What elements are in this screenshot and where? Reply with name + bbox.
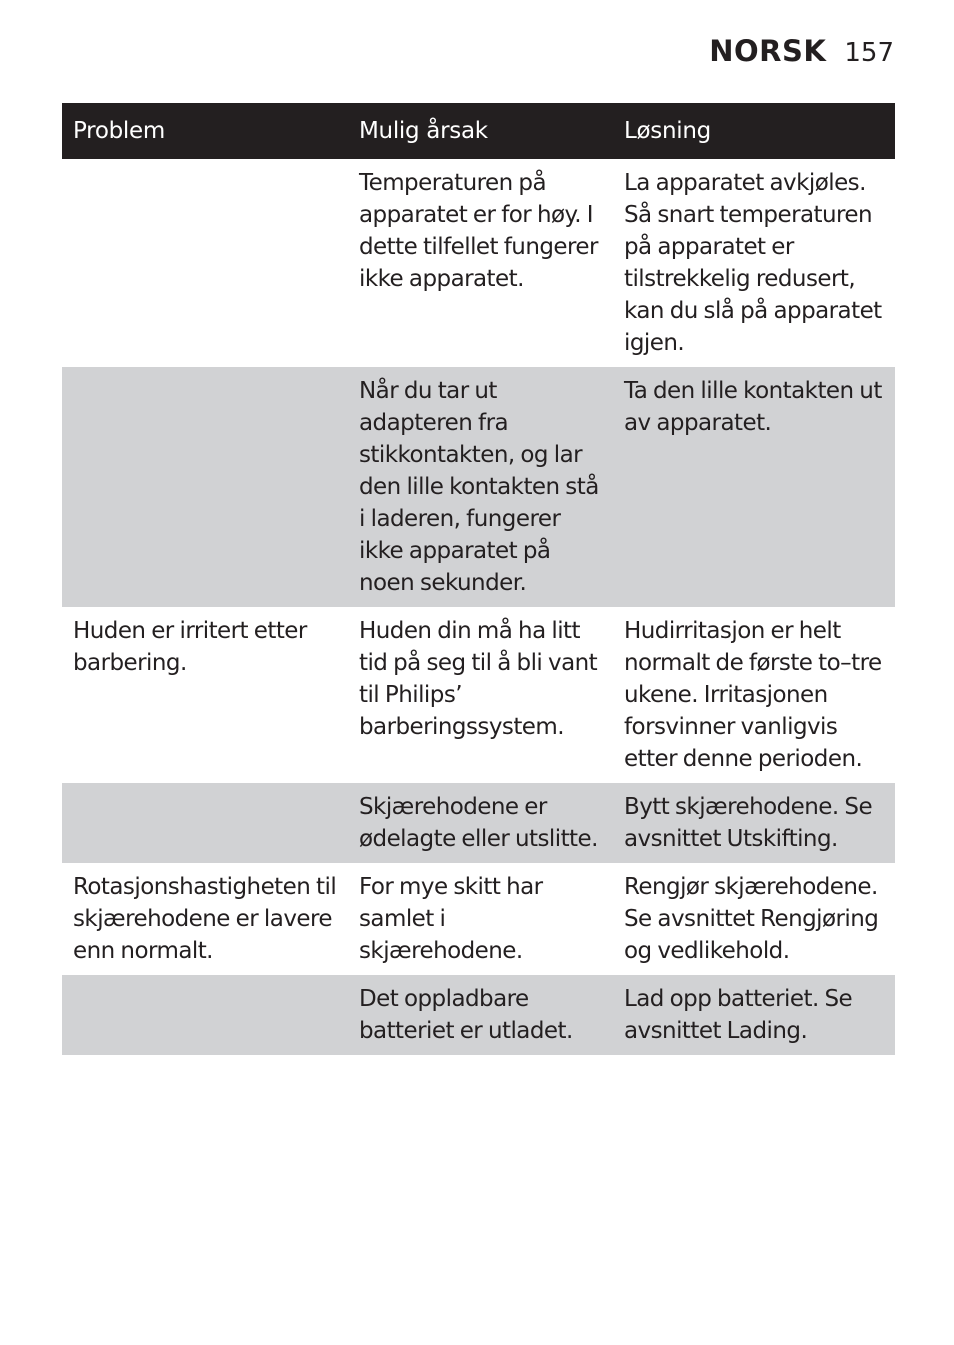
- table-row: [62, 367, 895, 607]
- problem-cell: [62, 367, 347, 607]
- cause-cell: Det oppladbare batteriet er utladet.: [347, 975, 613, 1055]
- column-header-problem: Problem: [62, 103, 347, 159]
- cause-cell: Når du tar ut adapteren fra stikkontakten, og lar den lille kontakten stå i laderen, fungerer ikke apparatet på noen sekunder.: [347, 367, 613, 607]
- problem-cell: [62, 975, 347, 1055]
- problem-cell: [62, 783, 347, 863]
- problem-cell: [62, 159, 347, 367]
- column-header-cause: Mulig årsak: [347, 103, 613, 159]
- table-row: [62, 863, 895, 975]
- table-row: [62, 607, 895, 783]
- solution-cell: Rengjør skjærehodene. Se avsnittet Rengjøring og vedlikehold.: [624, 874, 879, 964]
- cause-cell: Skjærehodene er ødelagte eller utslitte.: [347, 783, 613, 863]
- solution-cell: Bytt skjærehodene. Se avsnittet Utskifting.: [613, 783, 895, 863]
- solution-cell: Ta den lille kontakten ut av apparatet.: [613, 367, 895, 607]
- table-header-row: [62, 103, 895, 159]
- page-number: 157: [844, 38, 894, 68]
- table-row: [62, 783, 895, 863]
- solution-cell: Lad opp batteriet. Se avsnittet Lading.: [613, 975, 895, 1055]
- problem-cell: Rotasjonshastigheten til skjærehodene er lavere enn normalt.: [73, 874, 337, 964]
- page-header: [709, 34, 894, 68]
- cause-cell: For mye skitt har samlet i skjærehodene.: [359, 874, 543, 964]
- column-header-solution: Løsning: [613, 103, 895, 159]
- problem-cell: Huden er irritert etter barbering.: [73, 618, 307, 676]
- cause-cell: Huden din må ha litt tid på seg til å bli vant til Philips’ barberingssystem.: [359, 618, 598, 740]
- section-language-title: NORSK: [709, 34, 827, 68]
- table-row: [62, 159, 895, 367]
- cause-cell: Temperaturen på apparatet er for høy. I dette tilfellet fungerer ikke apparatet.: [359, 170, 598, 292]
- solution-cell: Hudirritasjon er helt normalt de første to–tre ukene. Irritasjonen forsvinner vanligvis etter denne perioden.: [624, 618, 882, 772]
- table-row: [62, 975, 895, 1055]
- troubleshooting-table: [62, 103, 895, 1055]
- solution-cell: La apparatet avkjøles. Så snart temperaturen på apparatet er tilstrekkelig redusert, kan du slå på apparatet igjen.: [624, 170, 882, 356]
